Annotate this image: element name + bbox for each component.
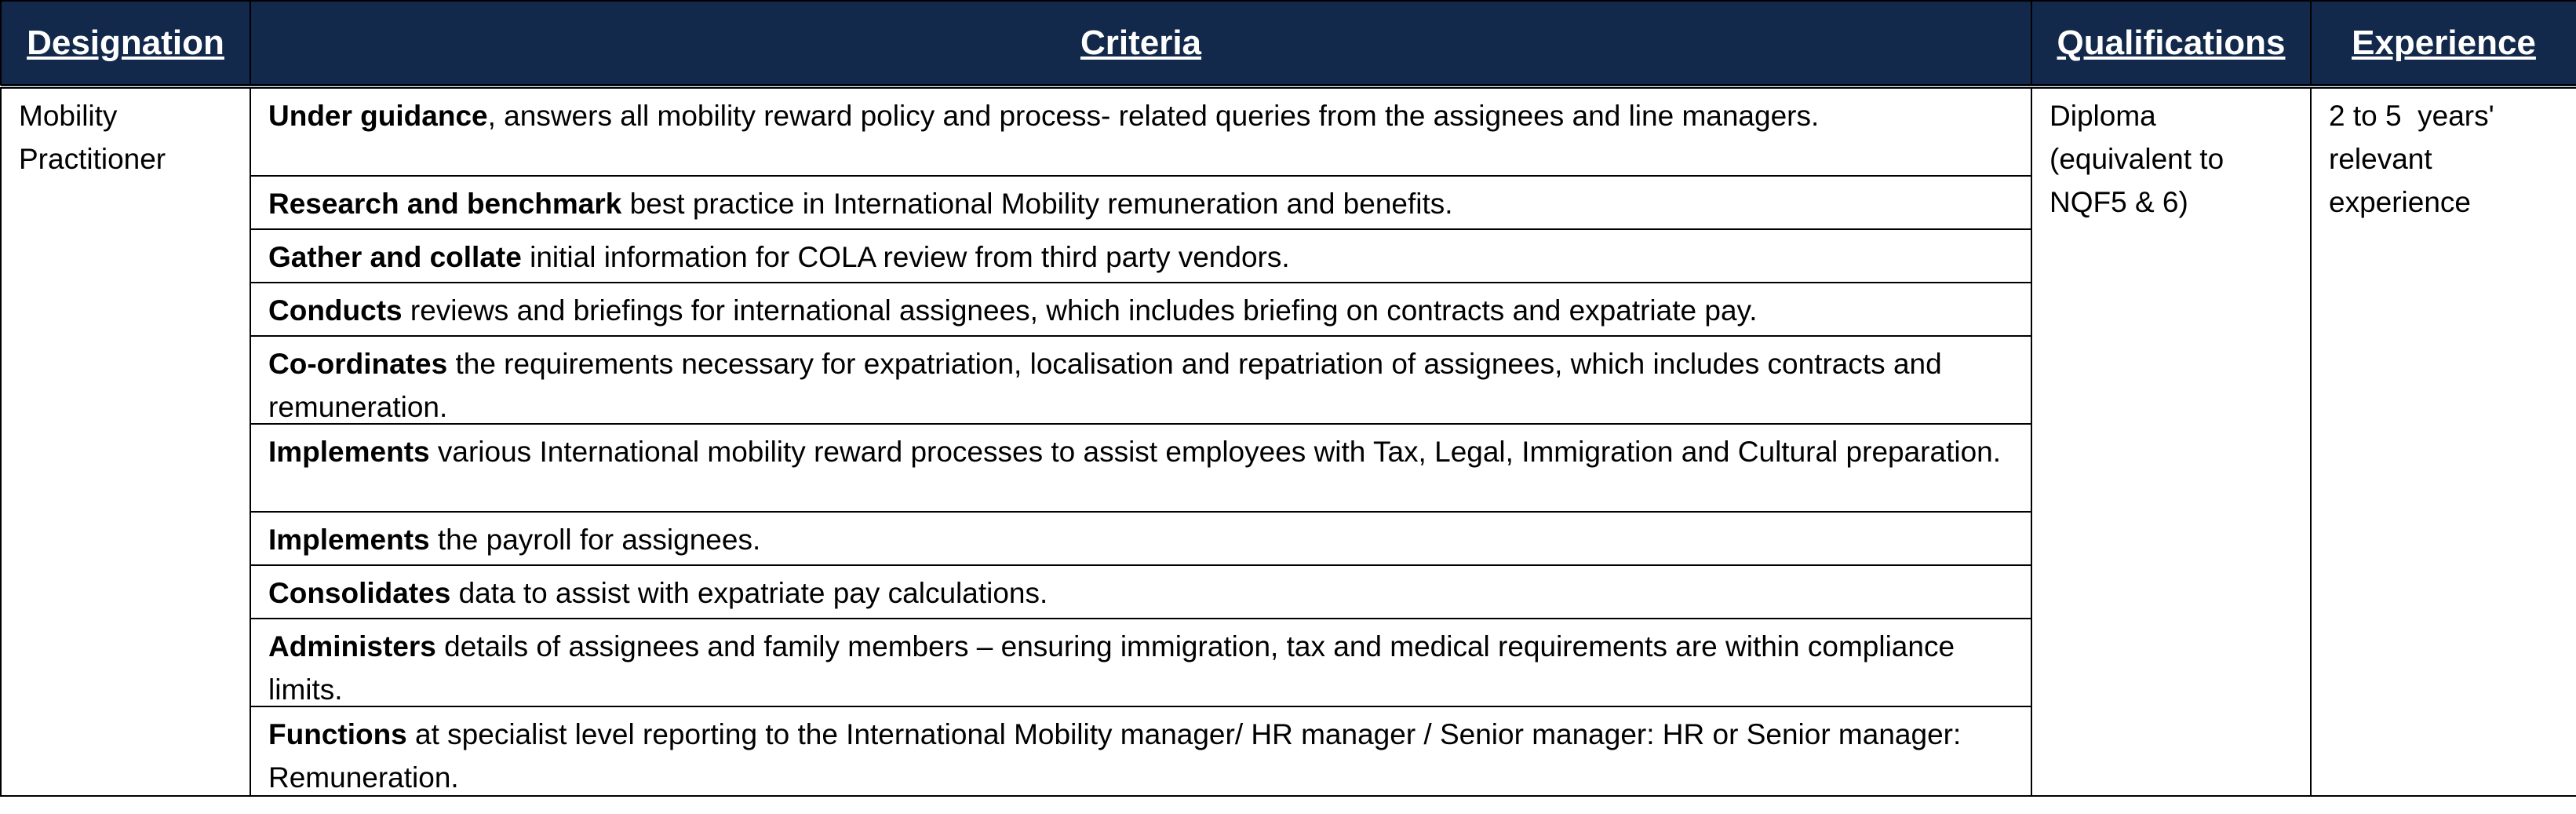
criteria-text: best practice in International Mobility remuneration and benefits. bbox=[621, 188, 1453, 220]
criteria-keyword: Consolidates bbox=[268, 577, 451, 609]
header-row bbox=[1, 1, 2576, 86]
criteria-keyword: Under guidance bbox=[268, 100, 488, 132]
qualifications-cell bbox=[2031, 86, 2311, 796]
experience-text: 2 to 5 years' relevant experience bbox=[2329, 100, 2502, 218]
criteria-cell bbox=[250, 86, 2031, 796]
designation-cell bbox=[1, 86, 250, 796]
criteria-item bbox=[251, 283, 2031, 337]
criteria-text: details of assignees and family members – ensuring immigration, tax and medical requirements are within compliance limits. bbox=[268, 630, 1955, 706]
header-experience: Experience bbox=[2311, 1, 2576, 86]
criteria-item bbox=[251, 177, 2031, 230]
criteria-item bbox=[251, 89, 2031, 177]
criteria-text: various International mobility reward processes to assist employees with Tax, Legal, Immigration and Cultural preparation. bbox=[429, 436, 2002, 468]
criteria-keyword: Implements bbox=[268, 436, 430, 468]
header-designation: Designation bbox=[1, 1, 250, 86]
criteria-item bbox=[251, 513, 2031, 566]
criteria-item bbox=[251, 707, 2031, 795]
criteria-item bbox=[251, 337, 2031, 425]
criteria-item bbox=[251, 230, 2031, 283]
criteria-text: reviews and briefings for international assignees, which includes briefing on contracts and expatriate pay. bbox=[402, 294, 1758, 327]
criteria-keyword: Gather and collate bbox=[268, 241, 522, 273]
criteria-list bbox=[251, 89, 2031, 795]
criteria-text: initial information for COLA review from third party vendors. bbox=[521, 241, 1290, 273]
criteria-keyword: Implements bbox=[268, 524, 430, 556]
criteria-text: data to assist with expatriate pay calculations. bbox=[450, 577, 1048, 609]
criteria-item bbox=[251, 619, 2031, 707]
criteria-keyword: Functions bbox=[268, 718, 407, 750]
criteria-item bbox=[251, 566, 2031, 619]
table-row bbox=[1, 86, 2576, 796]
header-criteria: Criteria bbox=[250, 1, 2031, 86]
criteria-text: at specialist level reporting to the International Mobility manager/ HR manager / Senior manager: HR or Senior manager: Remuneration. bbox=[268, 718, 1962, 794]
criteria-keyword: Conducts bbox=[268, 294, 403, 327]
criteria-item bbox=[251, 425, 2031, 513]
criteria-keyword: Co-ordinates bbox=[268, 348, 448, 380]
header-qualifications: Qualifications bbox=[2031, 1, 2311, 86]
designation-text: Mobility Practitioner bbox=[19, 100, 166, 175]
criteria-keyword: Research and benchmark bbox=[268, 188, 622, 220]
qualifications-text: Diploma (equivalent to NQF5 & 6) bbox=[2050, 100, 2224, 218]
experience-cell bbox=[2311, 86, 2576, 796]
criteria-text: the requirements necessary for expatriation, localisation and repatriation of assignees, which includes contracts and remuneration. bbox=[268, 348, 1942, 423]
criteria-keyword: Administers bbox=[268, 630, 436, 663]
criteria-text: the payroll for assignees. bbox=[429, 524, 761, 556]
criteria-text: , answers all mobility reward policy and process- related queries from the assignees and line managers. bbox=[487, 100, 1820, 132]
